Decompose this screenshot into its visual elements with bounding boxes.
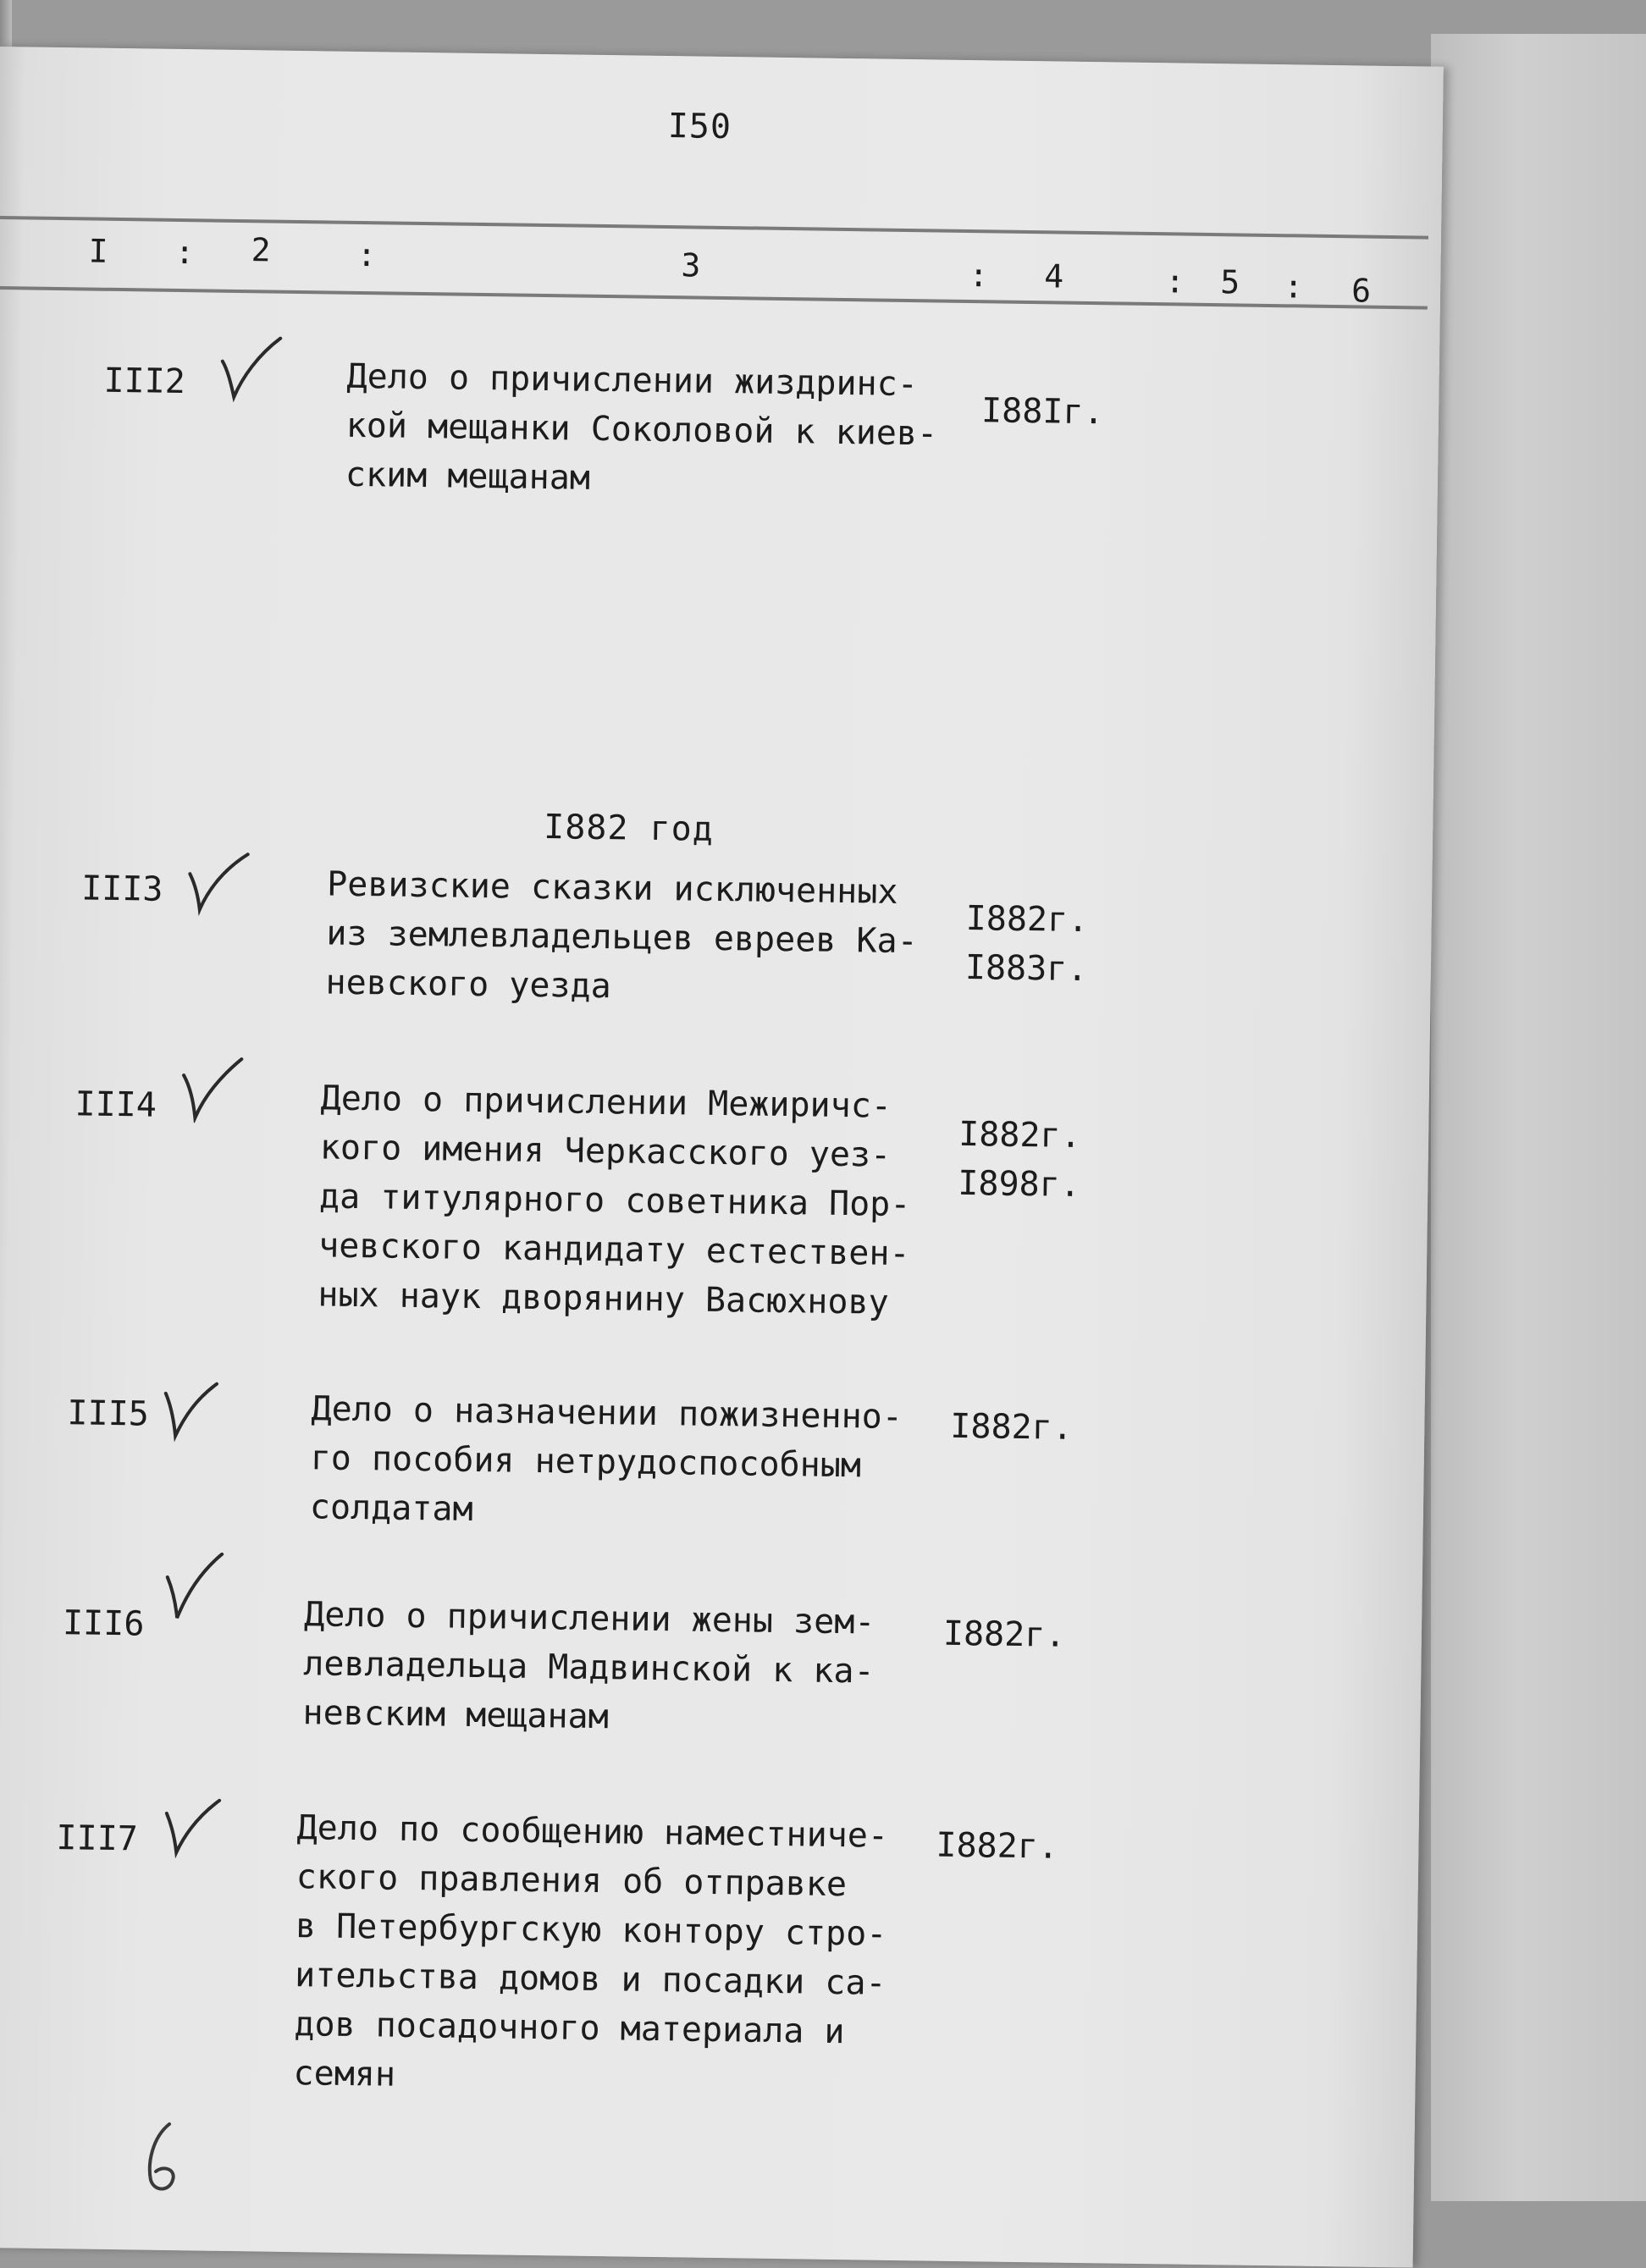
entry-date: I882г. bbox=[958, 1114, 1081, 1156]
entry-date: I882г. bbox=[950, 1406, 1074, 1448]
entry-number: III7 bbox=[56, 1818, 139, 1859]
column-separator: : bbox=[1283, 268, 1304, 306]
entry-line: Дело о причислении жиздринс- bbox=[346, 356, 919, 405]
checkmark-icon bbox=[161, 1793, 229, 1862]
entry-date: I898г. bbox=[958, 1163, 1081, 1205]
entry-line: Дело о причислении Межиричс- bbox=[320, 1079, 892, 1126]
checkmark-icon bbox=[160, 1377, 229, 1445]
checkmark-icon bbox=[217, 336, 285, 405]
entry-line: Ревизские сказки исключенных bbox=[326, 864, 898, 912]
entry-date: I882г. bbox=[942, 1614, 1066, 1655]
checkmark-icon bbox=[160, 1552, 229, 1620]
pencil-mark-icon bbox=[135, 2121, 195, 2194]
document-page bbox=[0, 47, 1444, 2268]
entry-line: ных наук дворянину Васюхнову bbox=[318, 1275, 890, 1322]
entry-date: I882г. bbox=[936, 1825, 1059, 1867]
entry-line: го пособия нетрудоспособным bbox=[310, 1438, 862, 1486]
entry-line: в Петербургскую контору стро- bbox=[295, 1907, 887, 1954]
header-bottom-rule bbox=[0, 286, 1428, 310]
checkmark-icon bbox=[185, 848, 253, 917]
entry-line: чевского кандидату естествен- bbox=[318, 1226, 910, 1274]
entry-line: ского правления об отправке bbox=[296, 1857, 848, 1905]
entry-number: III6 bbox=[62, 1603, 145, 1644]
entry-date: I88Iг. bbox=[980, 391, 1104, 433]
entry-number: III3 bbox=[80, 869, 163, 909]
entry-line: невским мещанам bbox=[302, 1693, 610, 1737]
entry-line: из землевладельцев евреев Ка- bbox=[326, 913, 919, 962]
entry-line: ительства домов и посадки са- bbox=[294, 1956, 887, 2003]
entry-line: солдатам bbox=[309, 1487, 473, 1529]
entry-line: Дело о назначении пожизненно- bbox=[311, 1389, 903, 1438]
column-header-1: I bbox=[88, 232, 108, 270]
entry-line: кого имения Черкасского уез- bbox=[319, 1128, 892, 1175]
entry-dates bbox=[950, 1402, 1073, 1453]
column-separator: : bbox=[969, 257, 989, 295]
entry-number: III2 bbox=[103, 361, 186, 402]
column-header-2: 2 bbox=[251, 231, 271, 269]
entry-line: семян bbox=[293, 2054, 396, 2094]
entry-date: I883г. bbox=[964, 948, 1088, 990]
entry-line: невского уезда bbox=[325, 963, 612, 1007]
column-separator: : bbox=[174, 233, 195, 272]
year-heading: I882 год bbox=[543, 808, 715, 849]
entry-description bbox=[318, 1073, 912, 1327]
column-header-6: 6 bbox=[1350, 272, 1372, 310]
entry-description bbox=[293, 1803, 888, 2106]
column-header-3: 3 bbox=[681, 246, 701, 284]
column-separator: : bbox=[356, 235, 377, 274]
column-header-4: 4 bbox=[1044, 257, 1064, 295]
entry-dates bbox=[965, 894, 1089, 994]
entry-line: Дело о причислении жены зем- bbox=[303, 1595, 875, 1642]
entry-description bbox=[325, 859, 919, 1015]
entry-dates bbox=[981, 386, 1104, 437]
column-separator: : bbox=[1164, 262, 1185, 301]
column-header-5: 5 bbox=[1219, 263, 1240, 301]
entry-description bbox=[302, 1590, 875, 1745]
entry-line: кой мещанки Соколовой к киев- bbox=[345, 406, 938, 454]
entry-date: I882г. bbox=[965, 899, 1089, 941]
entry-dates bbox=[958, 1110, 1081, 1210]
entry-line: дов посадочного материала и bbox=[294, 2005, 845, 2052]
entry-dates bbox=[943, 1609, 1066, 1660]
underlying-page bbox=[1431, 34, 1646, 2201]
entry-line: да титулярного советника Пор- bbox=[318, 1177, 911, 1225]
entry-line: Дело по сообщению наместниче- bbox=[296, 1808, 889, 1856]
checkmark-icon bbox=[178, 1055, 246, 1123]
entry-line: ским мещанам bbox=[345, 455, 591, 498]
entry-line: левладельца Мадвинской к ка- bbox=[303, 1644, 875, 1691]
page-number: I50 bbox=[667, 107, 732, 147]
entry-number: III5 bbox=[67, 1393, 150, 1434]
header-top-rule bbox=[0, 216, 1428, 240]
entry-description bbox=[345, 352, 939, 508]
entry-dates bbox=[936, 1821, 1058, 1872]
entry-number: III4 bbox=[75, 1084, 157, 1125]
entry-description bbox=[310, 1384, 903, 1540]
